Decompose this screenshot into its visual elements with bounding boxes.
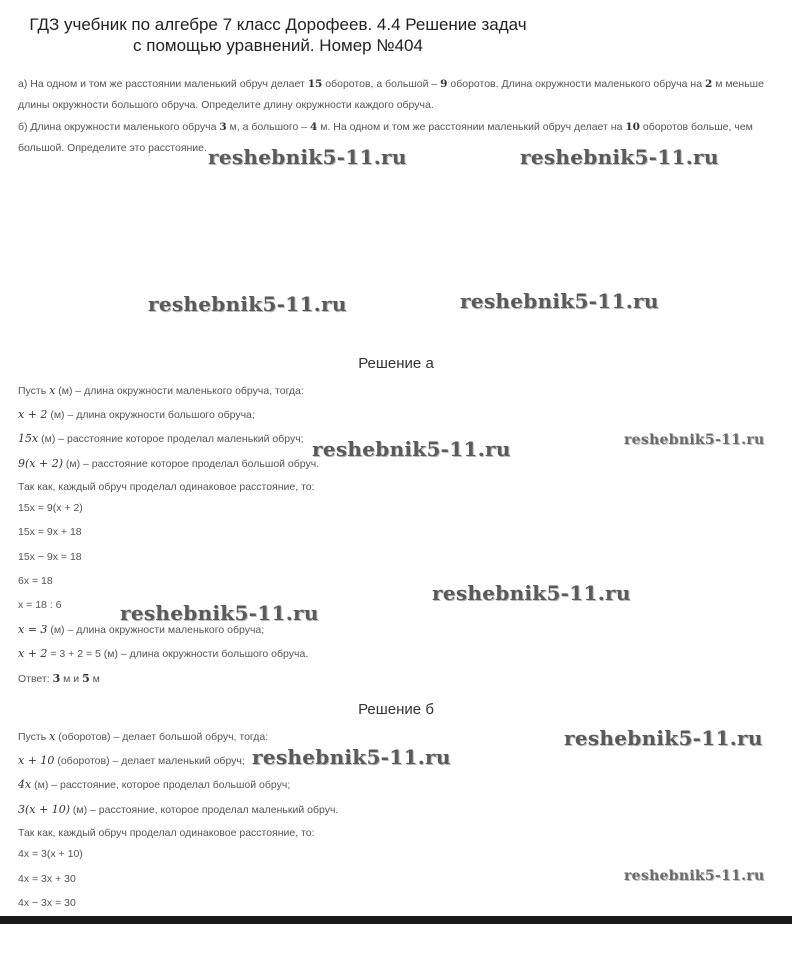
solution-b-equation: 4x − 3x = 30 [18,897,76,909]
watermark: reshebnik5-11.ru [564,726,763,750]
solution-b-equation: 4x = 3(x + 10) [18,848,83,860]
watermark: reshebnik5-11.ru [312,437,511,461]
solution-a-line: x = 3 (м) – длина окружности маленького обруча; [18,623,265,636]
solution-b-line: Пусть x (оборотов) – делает большой обруч, тогда: [18,730,269,743]
watermark: reshebnik5-11.ru [460,289,659,313]
solution-a-equation: 15x = 9x + 18 [18,526,82,538]
watermark: reshebnik5-11.ru [624,868,765,884]
watermark: reshebnik5-11.ru [148,292,347,316]
solution-b-line: 4x (м) – расстояние, которое проделал большой обруч; [18,778,291,791]
watermark: reshebnik5-11.ru [624,432,765,448]
page-title [18,14,538,56]
solution-a-line: 15x (м) – расстояние которое проделал маленький обруч; [18,432,304,445]
page-title-line2: с помощью уравнений. Номер №404 [133,36,423,55]
task-a: а) На одном и том же расстоянии маленький обруч делает 15 оборотов, а большой – 9 оборотов. Длина окружности маленького обруча на 2 м меньше длины окружности большого обруча. Определите длину окружности каждого обруча. [18,78,764,111]
solution-a-equation: 15x = 9(x + 2) [18,502,83,514]
solution-a-equation: 6x = 18 [18,575,53,587]
watermark: reshebnik5-11.ru [208,145,407,169]
watermark: reshebnik5-11.ru [432,581,631,605]
solution-b-equation: 4x = 3x + 30 [18,873,76,885]
solution-b-line: Так как, каждый обруч проделал одинаковое расстояние, то: [18,827,315,839]
solution-a-line: 9(x + 2) (м) – расстояние которое проделал большой обруч. [18,457,320,470]
solution-a-line: Пусть x (м) – длина окружности маленького обруча, тогда: [18,384,304,397]
watermark: reshebnik5-11.ru [252,745,451,769]
watermark: reshebnik5-11.ru [120,601,319,625]
solution-a-line: x + 2 = 3 + 2 = 5 (м) – длина окружности большого обруча. [18,647,309,660]
task-b: б) Длина окружности маленького обруча 3 м, а большого – 4 м. На одном и том же расстоянии маленький обруч делает на 10 оборотов больше, чем большой. Определите это расстояние. [18,121,753,154]
solution-b-heading: Решение б [358,701,434,718]
solution-b-line: x + 10 (оборотов) – делает маленький обруч; [18,754,245,767]
page-title-line1: ГДЗ учебник по алгебре 7 класс Дорофеев. 4.4 Решение задач [29,15,527,34]
solution-a-line: x + 2 (м) – длина окружности большого обруча; [18,408,255,421]
watermark: reshebnik5-11.ru [520,145,719,169]
solution-a-equation: 15x − 9x = 18 [18,551,82,563]
solution-a-answer: Ответ: 3 м и 5 м [18,672,100,685]
bottom-bar [0,916,792,924]
solution-a-equation: x = 18 : 6 [18,599,62,611]
solution-b-line: 3(x + 10) (м) – расстояние, которое проделал маленький обруч. [18,803,339,816]
solution-a-heading: Решение а [358,355,434,372]
solution-a-line: Так как, каждый обруч проделал одинаковое расстояние, то: [18,481,315,493]
